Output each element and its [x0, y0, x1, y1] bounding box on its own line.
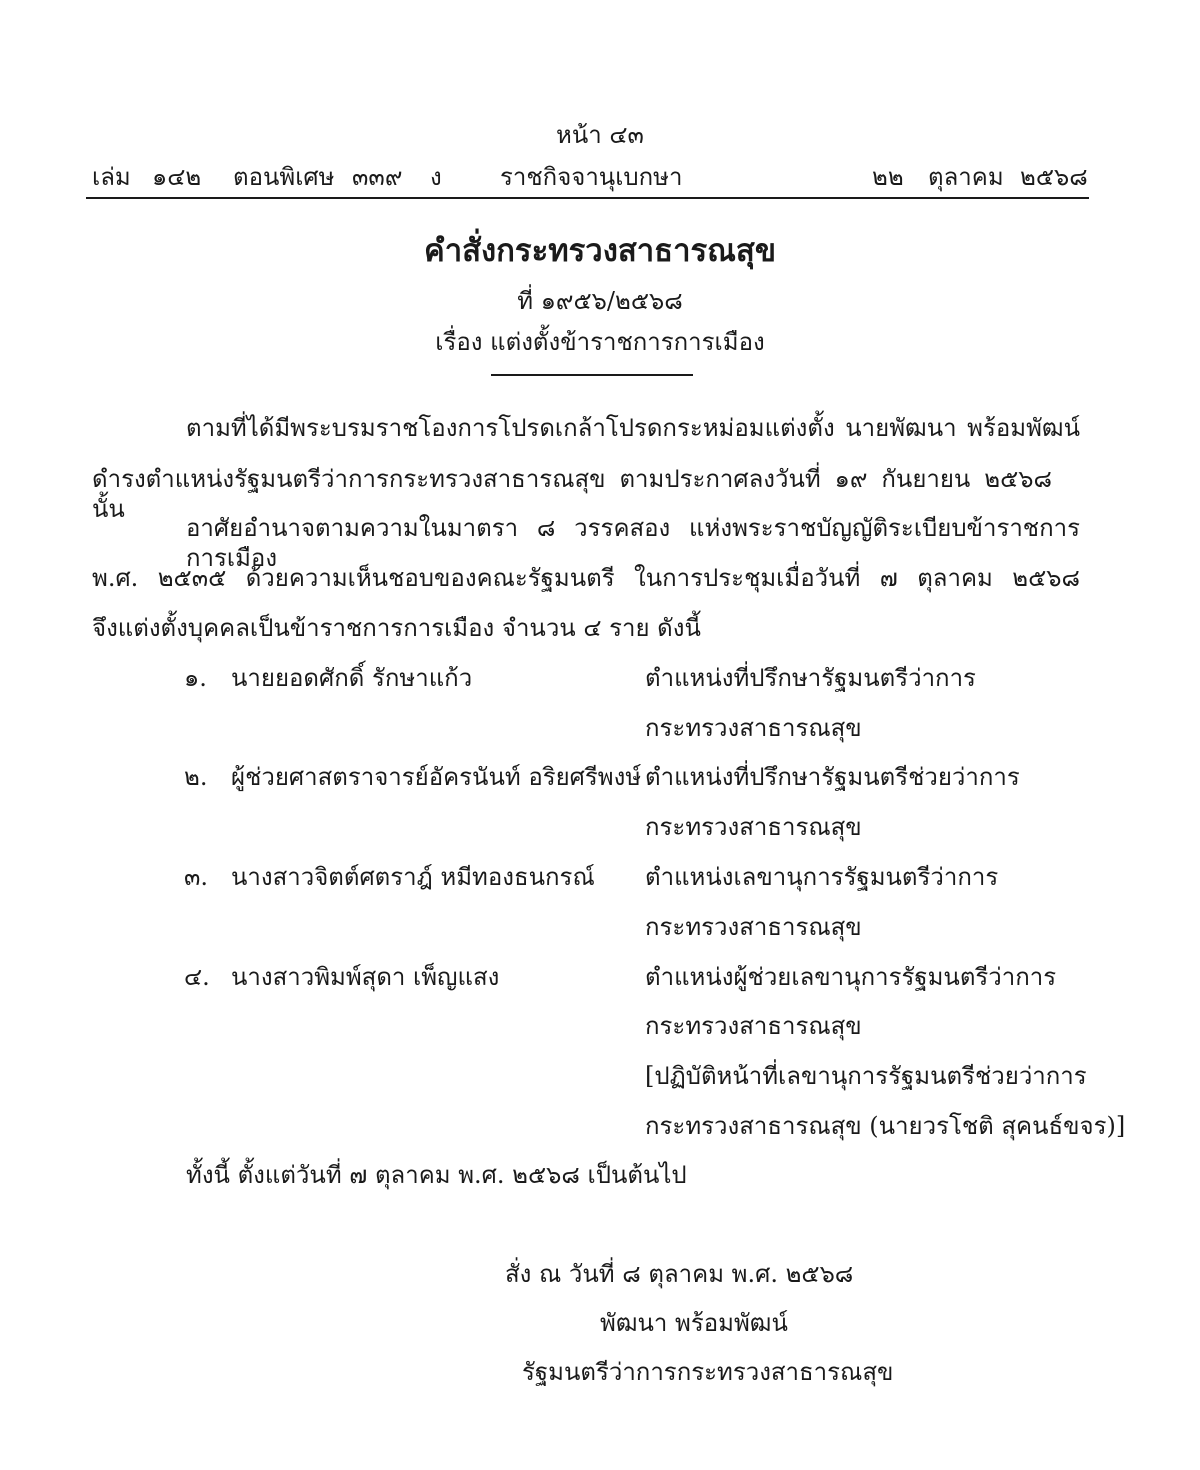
header-divider — [86, 197, 1089, 199]
appointee-position-note: กระทรวงสาธารณสุข (นายวรโชติ สุคนธ์ขจร)] — [645, 1112, 1126, 1140]
appointee-number: ๔. — [184, 963, 210, 991]
body-paragraph-line: ตามที่ได้มีพระบรมราชโองการโปรดเกล้าโปรดกระหม่อมแต่งตั้ง นายพัฒนา พร้อมพัฒน์ — [186, 414, 1080, 442]
page-number: หน้า ๔๓ — [556, 121, 644, 149]
header-date-month: ตุลาคม — [928, 163, 1004, 191]
appointee-number: ๒. — [184, 763, 208, 791]
appointee-position: กระทรวงสาธารณสุข — [645, 813, 862, 841]
body-paragraph-line: พ.ศ. ๒๕๓๕ ด้วยความเห็นชอบของคณะรัฐมนตรี ในการประชุมเมื่อวันที่ ๗ ตุลาคม ๒๕๖๘ — [92, 564, 1080, 592]
appointee-position: ตำแหน่งเลขานุการรัฐมนตรีว่าการ — [645, 863, 999, 891]
appointee-number: ๑. — [184, 664, 207, 692]
appointee-name: ผู้ช่วยศาสตราจารย์อัครนันท์ อริยศรีพงษ์ — [231, 763, 642, 791]
order-number: ที่ ๑๙๕๖/๒๕๖๘ — [517, 287, 683, 315]
appointee-name: นางสาวจิตต์ศตราฎ์ หมีทองธนกรณ์ — [231, 863, 595, 891]
signer-name: พัฒนา พร้อมพัฒน์ — [600, 1309, 788, 1337]
appointee-name: นายยอดศักดิ์ รักษาแก้ว — [231, 664, 473, 692]
subject-divider — [491, 374, 693, 376]
appointee-position: กระทรวงสาธารณสุข — [645, 714, 862, 742]
section-number: ๓๓๙ — [352, 163, 403, 191]
header-date-year: ๒๕๖๘ — [1020, 163, 1088, 191]
volume-label: เล่ม — [92, 163, 131, 191]
section-label: ตอนพิเศษ — [233, 163, 335, 191]
signer-title: รัฐมนตรีว่าการกระทรวงสาธารณสุข — [522, 1358, 894, 1386]
section-letter: ง — [430, 163, 442, 191]
effective-date-statement: ทั้งนี้ ตั้งแต่วันที่ ๗ ตุลาคม พ.ศ. ๒๕๖๘ เป็นต้นไป — [186, 1161, 687, 1189]
signed-date: สั่ง ณ วันที่ ๘ ตุลาคม พ.ศ. ๒๕๖๘ — [505, 1260, 854, 1288]
appointee-position: กระทรวงสาธารณสุข — [645, 913, 862, 941]
appointee-position: ตำแหน่งผู้ช่วยเลขานุการรัฐมนตรีว่าการ — [645, 963, 1057, 991]
volume-number: ๑๔๒ — [152, 163, 202, 191]
appointee-position: กระทรวงสาธารณสุข — [645, 1012, 862, 1040]
order-subject: เรื่อง แต่งตั้งข้าราชการการเมือง — [435, 328, 765, 356]
appointee-position: ตำแหน่งที่ปรึกษารัฐมนตรีช่วยว่าการ — [645, 763, 1020, 791]
gazette-name: ราชกิจจานุเบกษา — [500, 163, 683, 191]
header-date-day: ๒๒ — [872, 163, 904, 191]
appointee-name: นางสาวพิมพ์สุดา เพ็ญแสง — [231, 963, 500, 991]
body-paragraph-line: ดำรงตำแหน่งรัฐมนตรีว่าการกระทรวงสาธารณสุข ตามประกาศลงวันที่ ๑๙ กันยายน ๒๕๖๘ นั้น — [92, 465, 1052, 523]
body-paragraph-line: อาศัยอำนาจตามความในมาตรา ๘ วรรคสอง แห่งพระราชบัญญัติระเบียบข้าราชการการเมือง — [186, 514, 1080, 572]
order-title: คำสั่งกระทรวงสาธารณสุข — [423, 233, 777, 269]
appointee-number: ๓. — [184, 863, 209, 891]
body-paragraph-line: จึงแต่งตั้งบุคคลเป็นข้าราชการการเมือง จำนวน ๔ ราย ดังนี้ — [92, 614, 701, 642]
appointee-position-note: [ปฏิบัติหน้าที่เลขานุการรัฐมนตรีช่วยว่าการ — [645, 1062, 1087, 1090]
appointee-position: ตำแหน่งที่ปรึกษารัฐมนตรีว่าการ — [645, 664, 976, 692]
